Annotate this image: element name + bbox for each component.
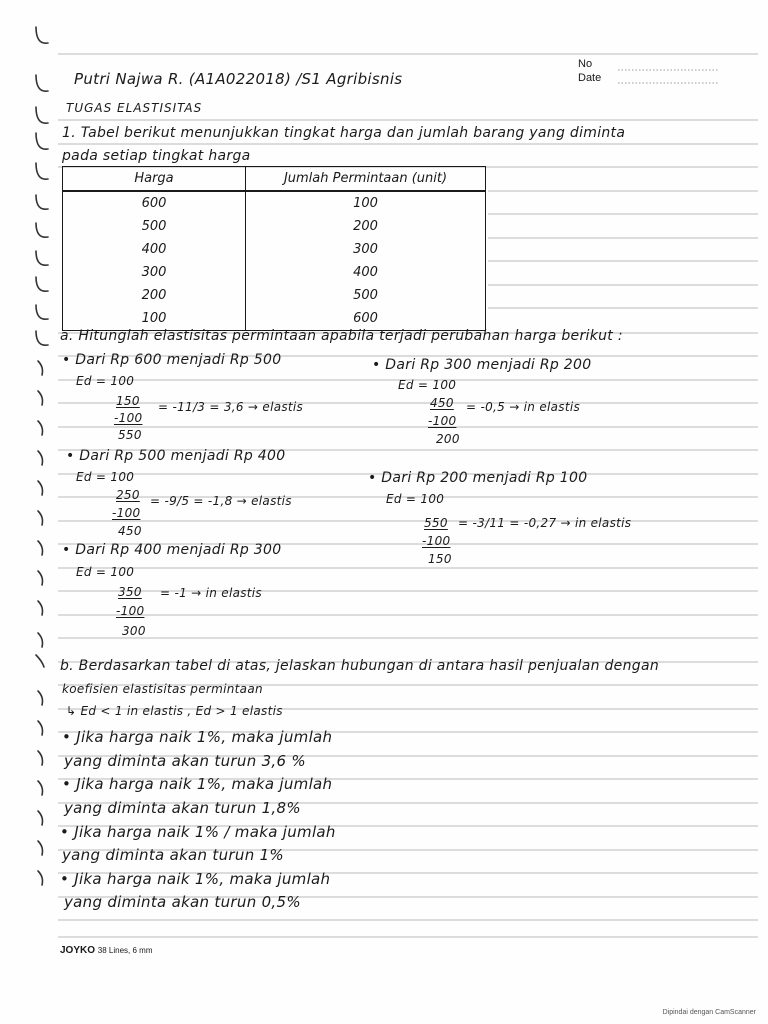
case-4-numerator: 450 xyxy=(430,396,454,410)
case-4-ed: Ed = 100 xyxy=(398,378,457,392)
no-label: No xyxy=(578,58,593,70)
case-2-ed: Ed = 100 xyxy=(76,470,135,484)
demand-table xyxy=(62,166,486,331)
part-b-title-line-2: koefisien elastisitas permintaan xyxy=(62,682,263,696)
table-row xyxy=(63,191,486,215)
list-item: yang diminta akan turun 0,5% xyxy=(64,893,301,911)
assignment-title: TUGAS ELASTISITAS xyxy=(66,101,203,115)
table-row xyxy=(63,307,486,331)
table-row xyxy=(63,215,486,238)
price-cell: 500 xyxy=(63,215,246,238)
part-b-title-line-1: b. Berdasarkan tabel di atas, jelaskan hubungan di antara hasil penjualan dengan xyxy=(60,658,660,674)
case-1-subtract: -100 xyxy=(114,411,143,425)
date-label: Date xyxy=(578,72,602,84)
quantity-cell: 400 xyxy=(246,261,486,284)
case-2-heading: • Dari Rp 500 menjadi Rp 400 xyxy=(66,448,286,464)
case-1-denominator: 550 xyxy=(118,428,142,442)
column-header-price: Harga xyxy=(63,167,246,192)
elasticity-rule: ↳ Ed < 1 in elastis , Ed > 1 elastis xyxy=(66,704,283,718)
quantity-cell: 300 xyxy=(246,238,486,261)
list-item: • Jika harga naik 1% / maka jumlah xyxy=(60,823,336,841)
case-3-ed: Ed = 100 xyxy=(76,565,135,579)
case-5-result: = -3/11 = -0,27 → in elastis xyxy=(458,516,632,530)
price-cell: 400 xyxy=(63,238,246,261)
list-item: • Jika harga naik 1%, maka jumlah xyxy=(62,728,333,746)
quantity-cell: 500 xyxy=(246,284,486,307)
price-cell: 600 xyxy=(63,191,246,215)
case-3-subtract: -100 xyxy=(116,604,145,618)
ruling-spec: 38 Lines, 6 mm xyxy=(97,946,153,955)
case-5-denominator: 150 xyxy=(428,552,452,566)
case-5-subtract: -100 xyxy=(422,534,451,548)
price-cell: 100 xyxy=(63,307,246,331)
case-5-heading: • Dari Rp 200 menjadi Rp 100 xyxy=(368,470,588,486)
table-row xyxy=(63,261,486,284)
question-1-line-2: pada setiap tingkat harga xyxy=(62,148,251,164)
case-5-numerator: 550 xyxy=(424,516,448,530)
case-4-result: = -0,5 → in elastis xyxy=(466,400,581,414)
case-4-heading: • Dari Rp 300 menjadi Rp 200 xyxy=(372,357,592,373)
quantity-cell: 200 xyxy=(246,215,486,238)
quantity-cell: 600 xyxy=(246,307,486,331)
list-item: • Jika harga naik 1%, maka jumlah xyxy=(62,775,333,793)
author-line: Putri Najwa R. (A1A022018) /S1 Agribisnis xyxy=(74,70,403,88)
question-1-line-1: 1. Tabel berikut menunjukkan tingkat harga dan jumlah barang yang diminta xyxy=(62,125,626,141)
list-item: yang diminta akan turun 1,8% xyxy=(64,799,301,817)
price-cell: 200 xyxy=(63,284,246,307)
case-1-numerator: 150 xyxy=(116,394,140,408)
case-3-result: = -1 → in elastis xyxy=(160,586,262,600)
case-5-ed: Ed = 100 xyxy=(386,492,445,506)
part-a-title: a. Hitunglah elastisitas permintaan apabila terjadi perubahan harga berikut : xyxy=(60,328,623,344)
brand-name: JOYKO xyxy=(60,945,96,956)
case-2-denominator: 450 xyxy=(118,524,142,538)
table-header-row xyxy=(63,167,486,192)
case-3-denominator: 300 xyxy=(122,624,146,638)
case-3-numerator: 350 xyxy=(118,585,142,599)
list-item: • Jika harga naik 1%, maka jumlah xyxy=(60,870,331,888)
list-item: yang diminta akan turun 1% xyxy=(62,846,284,864)
case-1-ed: Ed = 100 xyxy=(76,374,135,388)
case-2-subtract: -100 xyxy=(112,506,141,520)
spiral-binding xyxy=(30,15,52,895)
table-row xyxy=(63,238,486,261)
notebook-brand xyxy=(60,945,153,956)
case-2-result: = -9/5 = -1,8 → elastis xyxy=(150,494,292,508)
case-4-denominator: 200 xyxy=(436,432,460,446)
case-4-subtract: -100 xyxy=(428,414,457,428)
list-item: yang diminta akan turun 3,6 % xyxy=(64,752,306,770)
quantity-cell: 100 xyxy=(246,191,486,215)
scanner-watermark: Dipindai dengan CamScanner xyxy=(662,1009,756,1016)
case-1-result: = -11/3 = 3,6 → elastis xyxy=(158,400,304,414)
case-2-numerator: 250 xyxy=(116,488,140,502)
column-header-quantity: Jumlah Permintaan (unit) xyxy=(246,167,486,192)
case-1-heading: • Dari Rp 600 menjadi Rp 500 xyxy=(62,352,282,368)
case-3-heading: • Dari Rp 400 menjadi Rp 300 xyxy=(62,542,282,558)
table-row xyxy=(63,284,486,307)
price-cell: 300 xyxy=(63,261,246,284)
